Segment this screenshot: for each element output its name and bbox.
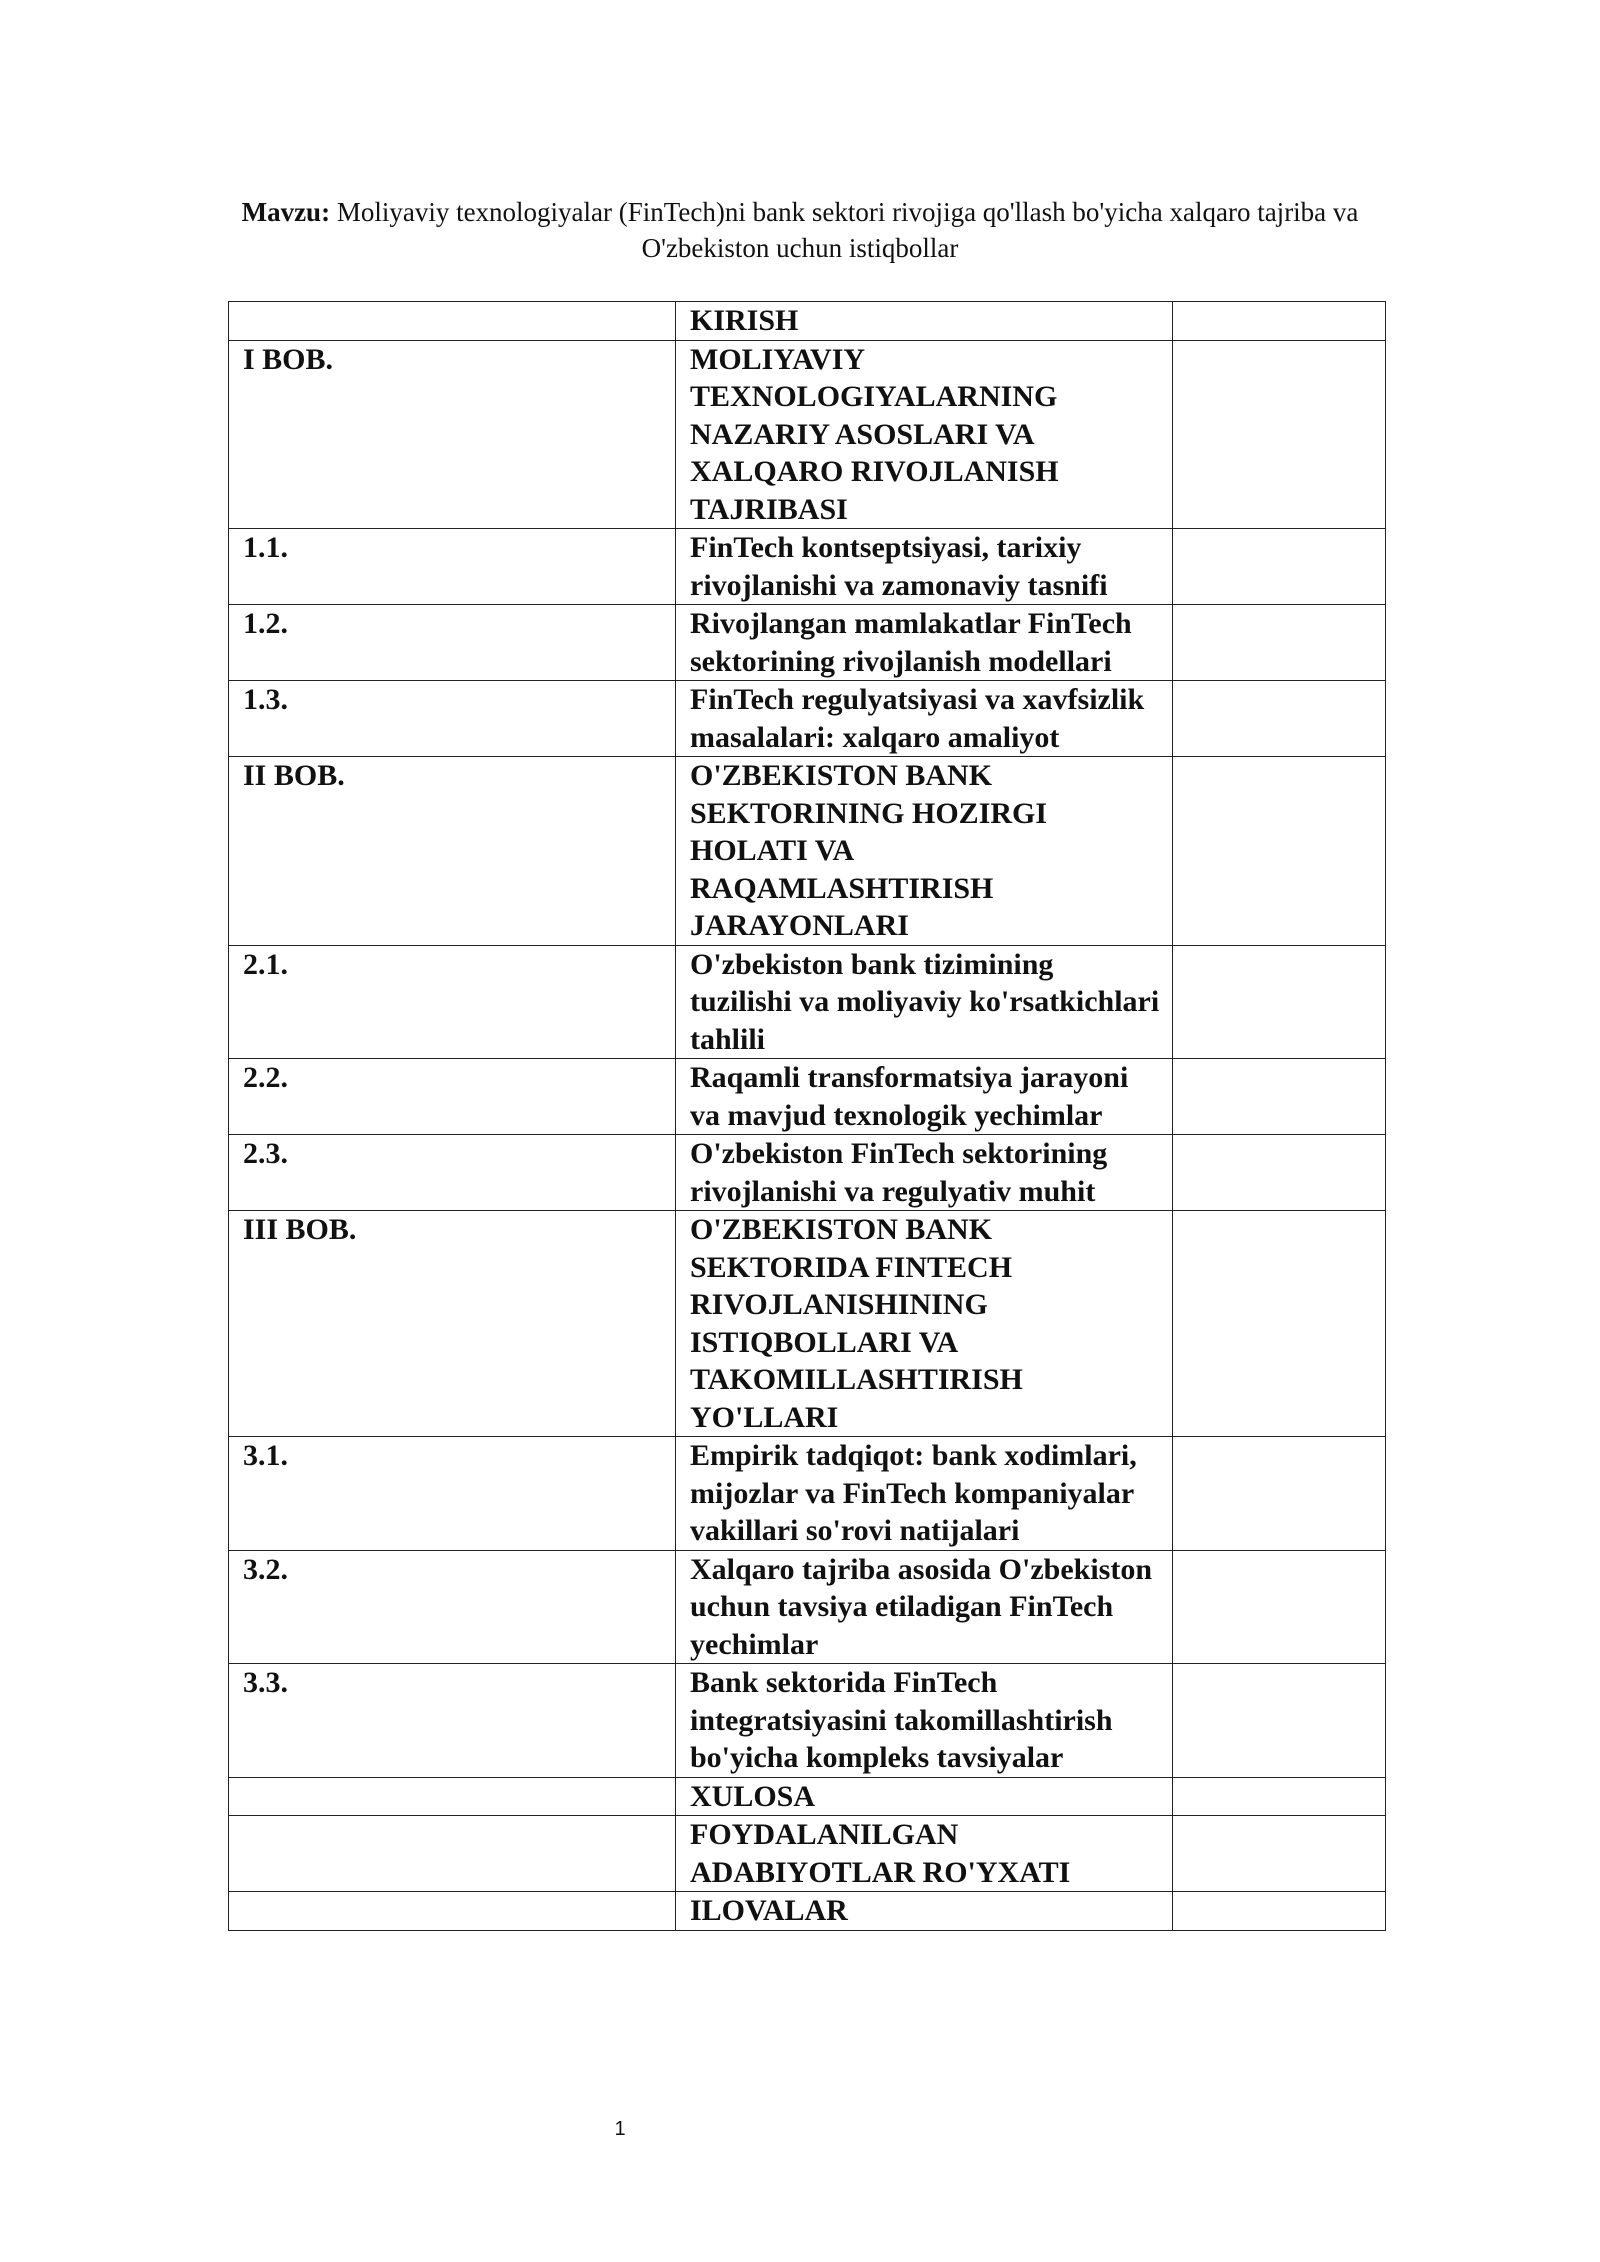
toc-page-number	[1173, 757, 1386, 946]
toc-page-number	[1173, 1550, 1386, 1664]
toc-section-title: XULOSA	[676, 1777, 1173, 1816]
toc-section-number: 1.1.	[229, 529, 676, 605]
toc-page-number	[1173, 302, 1386, 341]
toc-section-title: Empirik tadqiqot: bank xodimlari, mijozlar va FinTech kompaniyalar vakillari so'rovi natijalari	[676, 1437, 1173, 1551]
toc-row	[229, 1059, 1386, 1135]
toc-row	[229, 1816, 1386, 1892]
topic-text: Moliyaviy texnologiyalar (FinTech)ni bank sektori rivojiga qo'llash bo'yicha xalqaro tajriba va O'zbekiston uchun istiqbollar	[336, 197, 1359, 263]
toc-section-title: FOYDALANILGAN ADABIYOTLAR RO'YXATI	[676, 1816, 1173, 1892]
toc-page-number	[1173, 681, 1386, 757]
toc-page-number	[1173, 1211, 1386, 1437]
toc-row	[229, 681, 1386, 757]
toc-row	[229, 1550, 1386, 1664]
toc-page-number	[1173, 605, 1386, 681]
toc-section-number: 1.2.	[229, 605, 676, 681]
toc-row	[229, 945, 1386, 1059]
toc-section-title: FinTech kontseptsiyasi, tarixiy rivojlanishi va zamonaviy tasnifi	[676, 529, 1173, 605]
toc-row	[229, 757, 1386, 946]
toc-row	[229, 340, 1386, 529]
document-topic	[200, 194, 1400, 266]
toc-section-title: O'ZBEKISTON BANK SEKTORINING HOZIRGI HOLATI VA RAQAMLASHTIRISH JARAYONLARI	[676, 757, 1173, 946]
toc-page-number	[1173, 529, 1386, 605]
toc-section-title: O'zbekiston FinTech sektorining rivojlanishi va regulyativ muhit	[676, 1135, 1173, 1211]
toc-row	[229, 1777, 1386, 1816]
toc-page-number	[1173, 1816, 1386, 1892]
toc-section-number: 2.2.	[229, 1059, 676, 1135]
toc-page-number	[1173, 1892, 1386, 1931]
toc-section-number	[229, 1816, 676, 1892]
toc-section-title: MOLIYAVIY TEXNOLOGIYALARNING NAZARIY ASOSLARI VA XALQARO RIVOJLANISH TAJRIBASI	[676, 340, 1173, 529]
toc-section-number: 1.3.	[229, 681, 676, 757]
toc-section-title: Bank sektorida FinTech integratsiyasini takomillashtirish bo'yicha kompleks tavsiyalar	[676, 1664, 1173, 1778]
toc-section-title: O'zbekiston bank tizimining tuzilishi va moliyaviy ko'rsatkichlari tahlili	[676, 945, 1173, 1059]
toc-row	[229, 1437, 1386, 1551]
toc-section-title: Xalqaro tajriba asosida O'zbekiston uchun tavsiya etiladigan FinTech yechimlar	[676, 1550, 1173, 1664]
page-number: 1	[614, 2118, 626, 2140]
toc-section-number: 3.3.	[229, 1664, 676, 1778]
toc-page-number	[1173, 1135, 1386, 1211]
toc-page-number	[1173, 1664, 1386, 1778]
toc-section-number: II BOB.	[229, 757, 676, 946]
toc-page-number	[1173, 945, 1386, 1059]
toc-section-title: FinTech regulyatsiyasi va xavfsizlik masalalari: xalqaro amaliyot	[676, 681, 1173, 757]
topic-label: Mavzu:	[241, 197, 331, 227]
toc-page-number	[1173, 1437, 1386, 1551]
toc-section-title: O'ZBEKISTON BANK SEKTORIDA FINTECH RIVOJLANISHINING ISTIQBOLLARI VA TAKOMILLASHTIRISH YO'LLARI	[676, 1211, 1173, 1437]
toc-section-title: ILOVALAR	[676, 1892, 1173, 1931]
toc-row	[229, 529, 1386, 605]
table-of-contents	[228, 301, 1386, 1931]
toc-row	[229, 302, 1386, 341]
toc-row	[229, 1211, 1386, 1437]
toc-row	[229, 1892, 1386, 1931]
toc-section-title: Rivojlangan mamlakatlar FinTech sektorining rivojlanish modellari	[676, 605, 1173, 681]
toc-section-number	[229, 1777, 676, 1816]
toc-section-number: 3.1.	[229, 1437, 676, 1551]
toc-section-title: Raqamli transformatsiya jarayoni va mavjud texnologik yechimlar	[676, 1059, 1173, 1135]
toc-section-number	[229, 1892, 676, 1931]
toc-section-number: 3.2.	[229, 1550, 676, 1664]
toc-page-number	[1173, 340, 1386, 529]
toc-body	[229, 302, 1386, 1931]
toc-section-number: 2.3.	[229, 1135, 676, 1211]
toc-section-number: III BOB.	[229, 1211, 676, 1437]
toc-row	[229, 605, 1386, 681]
toc-section-number	[229, 302, 676, 341]
toc-row	[229, 1135, 1386, 1211]
toc-section-number: I BOB.	[229, 340, 676, 529]
toc-section-number: 2.1.	[229, 945, 676, 1059]
toc-page-number	[1173, 1059, 1386, 1135]
toc-row	[229, 1664, 1386, 1778]
toc-section-title: KIRISH	[676, 302, 1173, 341]
toc-page-number	[1173, 1777, 1386, 1816]
